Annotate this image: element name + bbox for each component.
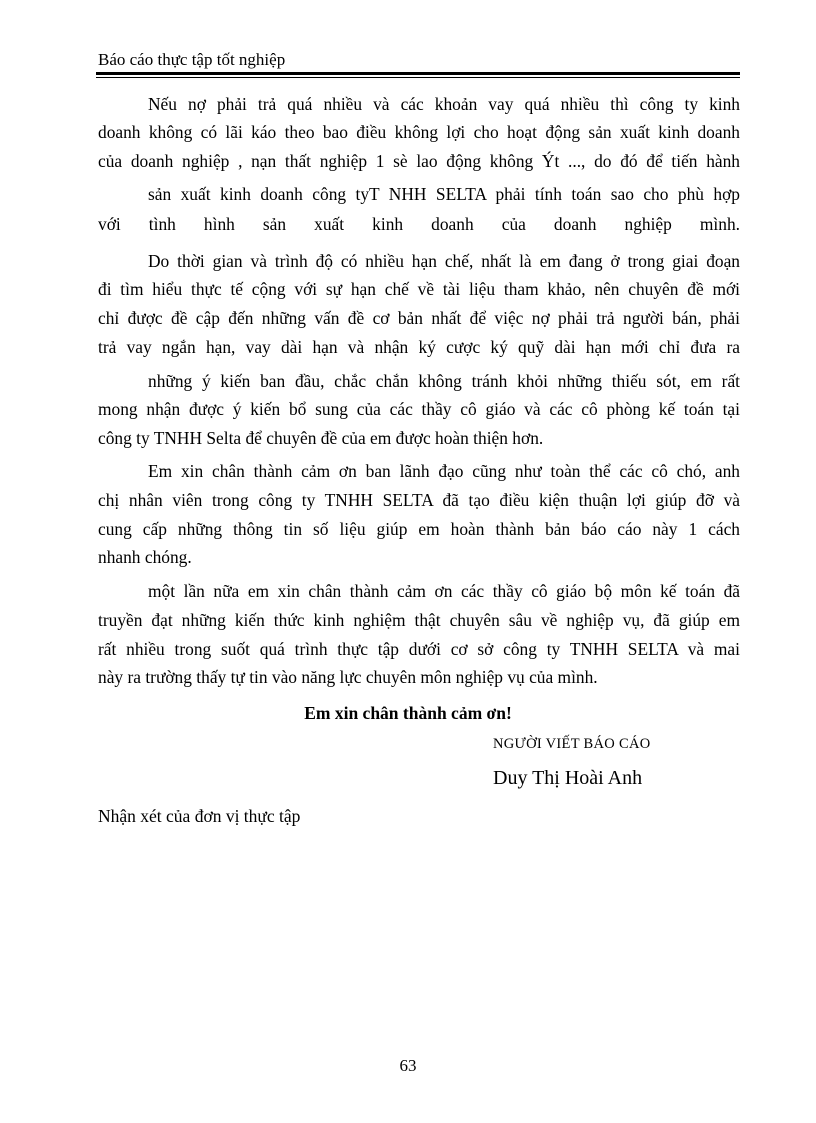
text-line: những ý kiến ban đầu, chắc chắn không tránh khỏi những thiếu sót, em rất: [148, 371, 740, 391]
remark-label: Nhận xét của đơn vị thực tập: [98, 806, 301, 826]
text-line: sản xuất kinh doanh công tyT NHH SELTA phải tính toán sao cho phù hợp: [148, 184, 740, 204]
text-line: một lần nữa em xin chân thành cảm ơn các thầy cô giáo bộ môn kế toán đã: [148, 581, 740, 601]
closing-line: Em xin chân thành cảm ơn!: [304, 703, 512, 723]
text-line: Do thời gian và trình độ có nhiều hạn chế, nhất là em đang ở trong giai đoạn: [148, 251, 740, 271]
text-line: với tình hình sản xuất kinh doanh của doanh nghiệp mình.: [98, 214, 740, 234]
text-line: nhanh chóng.: [98, 547, 192, 567]
page-number: 63: [399, 1056, 417, 1075]
text-line: rất nhiều trong suốt quá trình thực tập dưới cơ sở công ty TNHH SELTA và mai: [98, 639, 740, 659]
text-line: truyền đạt những kiến thức kinh nghiệm thật chuyên sâu về nghiệp vụ, đã giúp em: [98, 610, 740, 630]
header-rule-thin: [96, 77, 740, 78]
text-line: chỉ được đề cập đến những vấn đề cơ bản nhất để việc nợ phải trả người bán, phải: [98, 308, 740, 328]
text-line: này ra trường thấy tự tin vào năng lực chuyên môn nghiệp vụ của mình.: [98, 667, 598, 687]
text-line: công ty TNHH Selta để chuyên đề của em được hoàn thiện hơn.: [98, 428, 544, 448]
signature-name: Duy Thị Hoài Anh: [493, 767, 643, 789]
text-line: đi tìm hiểu thực tế cộng với sự hạn chế về tài liệu tham khảo, nên chuyên đề mới: [98, 279, 740, 299]
header-title: Báo cáo thực tập tốt nghiệp: [98, 50, 286, 69]
text-line: của doanh nghiệp , nạn thất nghiệp 1 sè lao động không Ýt ..., do đó để tiến hành: [98, 151, 740, 171]
header-rule-thick: [96, 72, 740, 75]
text-line: mong nhận được ý kiến bổ sung của các thầy cô giáo và các cô phòng kế toán tại: [98, 399, 740, 419]
text-line: chị nhân viên trong công ty TNHH SELTA đã tạo điều kiện thuận lợi giúp đỡ và: [98, 490, 740, 510]
text-line: doanh không có lãi káo theo bao điều không lợi cho hoạt động sản xuất kinh doanh: [98, 122, 740, 142]
text-line: trả vay ngắn hạn, vay dài hạn và nhận ký cược ký quỹ dài hạn mới chỉ đưa ra: [98, 337, 740, 357]
text-line: Nếu nợ phải trả quá nhiều và các khoản vay quá nhiều thì công ty kinh: [148, 94, 740, 114]
signature-title: NGƯỜI VIẾT BÁO CÁO: [493, 736, 651, 752]
text-line: cung cấp những thông tin số liệu giúp em hoàn thành bản báo cáo này 1 cách: [98, 519, 740, 539]
text-line: Em xin chân thành cảm ơn ban lãnh đạo cũng như toàn thể các cô chó, anh: [148, 461, 740, 481]
